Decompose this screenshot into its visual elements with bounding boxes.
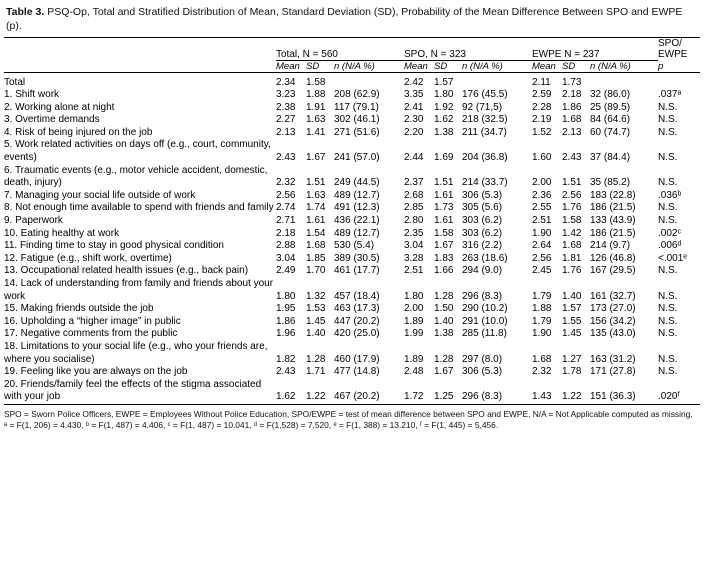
row-cell: 186 (21.5) — [590, 202, 636, 214]
row-cell: 1.67 — [434, 366, 454, 378]
row-cell: 2.36 — [532, 189, 552, 201]
row-cell: N.S. — [658, 101, 678, 113]
row-cell: 135 (43.0) — [590, 328, 636, 340]
row-cell: N.S. — [658, 126, 678, 138]
row-cell: 3.28 — [404, 252, 424, 264]
row-cell: 306 (5.3) — [462, 366, 503, 378]
col-total-mean: Mean — [276, 60, 306, 72]
row-label: 3. Overtime demands — [4, 114, 100, 126]
row-cell: 389 (30.5) — [334, 252, 380, 264]
row-cell: 2.43 — [276, 152, 296, 164]
table-row — [4, 341, 700, 366]
row-cell: 1.63 — [306, 114, 326, 126]
table-page — [0, 6, 707, 568]
row-cell: 3.23 — [276, 89, 296, 101]
row-cell: 305 (5.6) — [462, 202, 503, 214]
row-label: 5. Work related activities on days off (e.g., court, community, events) — [4, 139, 271, 164]
row-cell: 1.83 — [434, 252, 454, 264]
row-cell: <.001ᵉ — [658, 252, 688, 264]
row-cell: 1.92 — [434, 101, 454, 113]
row-cell: 303 (6.2) — [462, 227, 503, 239]
group-header-total: Total, N = 560 — [276, 38, 404, 61]
row-cell: 477 (14.8) — [334, 366, 380, 378]
col-ewpe-n: n (N/A %) — [590, 60, 658, 72]
row-cell: 2.42 — [404, 76, 424, 88]
table-row — [4, 240, 700, 253]
row-cell: 1.45 — [306, 315, 326, 327]
row-cell — [462, 72, 532, 89]
row-cell: 2.19 — [532, 114, 552, 126]
row-cell: 447 (20.2) — [334, 315, 380, 327]
row-cell: 2.18 — [276, 227, 296, 239]
row-cell: 2.64 — [532, 240, 552, 252]
row-cell: 1.58 — [434, 227, 454, 239]
row-cell: 489 (12.7) — [334, 227, 380, 239]
row-cell: 1.68 — [532, 353, 552, 365]
row-cell: 1.73 — [562, 76, 582, 88]
table-row — [4, 366, 700, 379]
row-cell: 1.54 — [306, 227, 326, 239]
row-cell: 1.28 — [306, 353, 326, 365]
table-row — [4, 303, 700, 316]
row-cell: 161 (32.7) — [590, 290, 636, 302]
table-row — [4, 328, 700, 341]
row-cell: 2.38 — [276, 101, 296, 113]
row-cell: 1.40 — [434, 315, 454, 327]
row-cell: 1.74 — [306, 202, 326, 214]
col-spo-mean: Mean — [404, 60, 434, 72]
table-row — [4, 102, 700, 115]
row-cell: 1.52 — [532, 126, 552, 138]
table-row — [4, 215, 700, 228]
row-cell: 420 (25.0) — [334, 328, 380, 340]
row-cell: 37 (84.4) — [590, 152, 631, 164]
row-cell: .037ᵃ — [658, 89, 682, 101]
row-cell: 1.51 — [562, 177, 582, 189]
row-cell: 84 (64.6) — [590, 114, 631, 126]
row-cell: 2.59 — [532, 89, 552, 101]
table-footnote: SPO = Sworn Police Officers, EWPE = Employees Without Police Education, SPO/EWPE = test of mean difference between SPO and EWPE, N/A = Not Applicable computed as missing, ᵃ = F(1, 206) = 4.430, ᵇ = F(1, 487) = 4.406, ᶜ = F(1, 487) = 10.041, ᵈ = F(1,528) = 7,520, ᵉ = F(1, 388) = 13.210, ᶠ = F(1, 445) = 5,456. — [4, 408, 693, 430]
row-cell: 3.04 — [276, 252, 296, 264]
row-cell: 1.66 — [434, 265, 454, 277]
row-cell: 2.44 — [404, 152, 424, 164]
row-cell: 1.69 — [434, 152, 454, 164]
row-cell: N.S. — [658, 215, 678, 227]
row-cell: 285 (11.8) — [462, 328, 507, 340]
row-cell: 117 (79.1) — [334, 101, 379, 113]
row-cell: 1.51 — [306, 177, 326, 189]
row-label: 8. Not enough time available to spend with friends and family — [4, 202, 274, 214]
psq-op-table — [4, 37, 700, 405]
row-cell: 35 (85.2) — [590, 177, 631, 189]
row-cell: 1.68 — [562, 114, 582, 126]
row-cell: 1.45 — [562, 328, 582, 340]
row-cell: 302 (46.1) — [334, 114, 380, 126]
row-cell: 1.89 — [404, 315, 424, 327]
row-label: 18. Limitations to your social life (e.g., who your friends are, where you socialise) — [4, 340, 268, 365]
row-cell: 291 (10.0) — [462, 315, 508, 327]
row-cell: 1.53 — [306, 303, 326, 315]
row-label: 10. Eating healthy at work — [4, 227, 120, 239]
row-cell: 1.22 — [562, 391, 582, 403]
header-subcolumn-row — [4, 60, 700, 72]
caption-text: PSQ-Op, Total and Stratified Distribution of Mean, Standard Deviation (SD), Probability of the Mean Difference Between SPO and EWPE (p). — [6, 6, 683, 32]
row-cell: 460 (17.9) — [334, 353, 380, 365]
row-cell: 1.99 — [404, 328, 424, 340]
row-cell: 1.28 — [434, 353, 454, 365]
row-cell: 2.13 — [276, 126, 296, 138]
row-cell: 2.71 — [276, 215, 296, 227]
row-cell: N.S. — [658, 202, 678, 214]
row-cell: N.S. — [658, 265, 678, 277]
row-cell — [590, 72, 658, 89]
row-cell: 1.51 — [434, 177, 454, 189]
row-cell: N.S. — [658, 152, 678, 164]
col-ewpe-mean: Mean — [532, 60, 562, 72]
row-cell: 2.27 — [276, 114, 296, 126]
col-total-sd: SD — [306, 60, 334, 72]
row-cell: 2.56 — [562, 189, 582, 201]
row-cell: 1.86 — [276, 315, 296, 327]
row-cell: 249 (44.5) — [334, 177, 380, 189]
row-cell: 1.82 — [276, 353, 296, 365]
group-header-spo-ewpe: SPO/ EWPE — [658, 38, 700, 61]
table-row — [4, 253, 700, 266]
row-cell: 1.57 — [562, 303, 582, 315]
table-row — [4, 278, 700, 303]
row-cell: 1.90 — [532, 227, 552, 239]
table-row — [4, 190, 700, 203]
row-cell: 316 (2.2) — [462, 240, 503, 252]
row-cell: 2.45 — [532, 265, 552, 277]
row-cell: 2.00 — [404, 303, 424, 315]
row-cell: 457 (18.4) — [334, 290, 380, 302]
row-cell: N.S. — [658, 114, 678, 126]
row-cell: 2.85 — [404, 202, 424, 214]
row-cell: 1.57 — [434, 76, 454, 88]
row-cell: .036ᵇ — [658, 189, 682, 201]
row-cell: 1.38 — [434, 328, 454, 340]
row-cell: 1.58 — [306, 76, 326, 88]
row-cell: 3.04 — [404, 240, 424, 252]
row-cell: 1.61 — [434, 189, 454, 201]
row-cell: 1.58 — [562, 215, 582, 227]
row-cell: 171 (27.8) — [590, 366, 636, 378]
row-cell: 32 (86.0) — [590, 89, 631, 101]
table-row — [4, 114, 700, 127]
row-cell: 1.80 — [404, 290, 424, 302]
table-row — [4, 316, 700, 329]
row-cell: 2.51 — [404, 265, 424, 277]
row-cell: 2.43 — [276, 366, 296, 378]
row-cell: 1.95 — [276, 303, 296, 315]
col-total-n: n (N/A %) — [334, 60, 404, 72]
row-cell: 1.78 — [562, 366, 582, 378]
caption-label: Table 3. — [6, 6, 45, 18]
row-cell: 2.68 — [404, 189, 424, 201]
row-cell: 294 (9.0) — [462, 265, 503, 277]
row-cell: 1.60 — [532, 152, 552, 164]
row-cell: 1.42 — [562, 227, 582, 239]
row-cell: 2.20 — [404, 126, 424, 138]
row-cell: 1.28 — [434, 290, 454, 302]
row-cell: 2.88 — [276, 240, 296, 252]
table-row — [4, 89, 700, 102]
row-cell: 1.96 — [276, 328, 296, 340]
row-cell: 530 (5.4) — [334, 240, 375, 252]
col-p: p — [658, 60, 700, 72]
row-label: 1. Shift work — [4, 89, 60, 101]
row-cell: N.S. — [658, 353, 678, 365]
row-cell: 156 (34.2) — [590, 315, 636, 327]
row-cell: 163 (31.2) — [590, 353, 636, 365]
row-cell: 2.00 — [532, 177, 552, 189]
row-cell: 1.68 — [562, 240, 582, 252]
row-cell: .002ᶜ — [658, 227, 682, 239]
group-header-spo: SPO, N = 323 — [404, 38, 532, 61]
row-label: 15. Making friends outside the job — [4, 303, 154, 315]
row-cell: 263 (18.6) — [462, 252, 508, 264]
row-label: 6. Traumatic events (e.g., motor vehicle accident, domestic, death, injury) — [4, 164, 268, 189]
table-row — [4, 379, 700, 405]
row-cell: N.S. — [658, 366, 678, 378]
col-spo-n: n (N/A %) — [462, 60, 532, 72]
col-ewpe-sd: SD — [562, 60, 590, 72]
row-cell: 1.63 — [306, 189, 326, 201]
table-row — [4, 165, 700, 190]
table-body — [4, 72, 700, 404]
row-cell: 151 (36.3) — [590, 391, 636, 403]
row-cell: 1.62 — [276, 391, 296, 403]
row-cell: 92 (71,5) — [462, 101, 503, 113]
row-cell: 2.28 — [532, 101, 552, 113]
row-cell: 60 (74.7) — [590, 126, 631, 138]
row-cell: 2.32 — [532, 366, 552, 378]
row-cell: 211 (34.7) — [462, 126, 507, 138]
row-cell: 491 (12.3) — [334, 202, 380, 214]
row-label: 9. Paperwork — [4, 215, 63, 227]
row-cell: 303 (6.2) — [462, 215, 503, 227]
row-cell: .006ᵈ — [658, 240, 682, 252]
row-cell: 214 (33.7) — [462, 177, 508, 189]
row-cell: 214 (9.7) — [590, 240, 631, 252]
row-cell: 2.80 — [404, 215, 424, 227]
row-cell: 2.35 — [404, 227, 424, 239]
row-cell: 25 (89.5) — [590, 101, 631, 113]
row-cell: 1.43 — [532, 391, 552, 403]
row-cell: 2.43 — [562, 152, 582, 164]
row-cell: 461 (17.7) — [334, 265, 380, 277]
row-cell: 2.18 — [562, 89, 582, 101]
table-row — [4, 265, 700, 278]
row-cell: 1.67 — [306, 152, 326, 164]
row-cell: 208 (62.9) — [334, 89, 380, 101]
row-cell: 1.22 — [306, 391, 326, 403]
row-cell: 2.37 — [404, 177, 424, 189]
row-cell: 2.55 — [532, 202, 552, 214]
row-cell: 1.72 — [404, 391, 424, 403]
row-cell: 463 (17.3) — [334, 303, 380, 315]
row-cell: 2.41 — [404, 101, 424, 113]
row-cell: 133 (43.9) — [590, 215, 636, 227]
row-cell: 183 (22.8) — [590, 189, 636, 201]
row-cell: 2.51 — [532, 215, 552, 227]
table-bottom-rule — [4, 404, 700, 405]
row-cell: 1.85 — [306, 252, 326, 264]
row-cell: 1.70 — [306, 265, 326, 277]
row-cell: 436 (22.1) — [334, 215, 380, 227]
row-cell: 186 (21.5) — [590, 227, 636, 239]
row-cell: N.S. — [658, 328, 678, 340]
row-cell: .020ᶠ — [658, 391, 680, 403]
row-cell: N.S. — [658, 177, 678, 189]
row-cell: 271 (51.6) — [334, 126, 380, 138]
col-spo-sd: SD — [434, 60, 462, 72]
row-cell: 489 (12.7) — [334, 189, 380, 201]
row-cell: 1.62 — [434, 114, 454, 126]
row-cell: 1.40 — [306, 328, 326, 340]
row-label: 4. Risk of being injured on the job — [4, 126, 153, 138]
row-cell: 2.48 — [404, 366, 424, 378]
header-group-row — [4, 38, 700, 61]
row-label: 14. Lack of understanding from family and friends about your work — [4, 278, 274, 302]
row-cell: 1.61 — [306, 215, 326, 227]
row-cell: 1.76 — [562, 265, 582, 277]
row-cell — [334, 72, 404, 89]
row-cell: 1.32 — [306, 290, 326, 302]
row-cell: 1.38 — [434, 126, 454, 138]
row-cell: 1.80 — [276, 290, 296, 302]
row-cell: 1.79 — [532, 290, 552, 302]
row-cell: 176 (45.5) — [462, 89, 508, 101]
row-cell: N.S. — [658, 315, 678, 327]
row-cell: 1.71 — [306, 366, 326, 378]
row-label: 7. Managing your social life outside of work — [4, 189, 196, 201]
row-cell: 204 (36.8) — [462, 152, 508, 164]
row-label: 11. Finding time to stay in good physical condition — [4, 240, 224, 252]
row-cell: 306 (5.3) — [462, 189, 503, 201]
row-cell: 1.27 — [562, 353, 582, 365]
table-row — [4, 139, 700, 164]
row-cell: 1.91 — [306, 101, 326, 113]
row-cell: 2.56 — [276, 189, 296, 201]
row-cell: 1.80 — [434, 89, 454, 101]
row-cell: N.S. — [658, 303, 678, 315]
row-cell: 1.41 — [306, 126, 326, 138]
row-cell: 167 (29.5) — [590, 265, 636, 277]
row-label: 2. Working alone at night — [4, 101, 115, 113]
table-row — [4, 202, 700, 215]
row-cell: 1.89 — [404, 353, 424, 365]
row-label: 17. Negative comments from the public — [4, 328, 178, 340]
row-cell: 218 (32.5) — [462, 114, 508, 126]
row-cell: 1.68 — [306, 240, 326, 252]
row-label: 12. Fatigue (e.g., shift work, overtime) — [4, 252, 172, 264]
row-cell: N.S. — [658, 290, 678, 302]
row-cell: 1.86 — [562, 101, 582, 113]
row-cell: 2.13 — [562, 126, 582, 138]
row-cell: 1.88 — [532, 303, 552, 315]
row-cell: 290 (10.2) — [462, 303, 508, 315]
row-cell: 296 (8.3) — [462, 391, 503, 403]
row-cell: 467 (20.2) — [334, 391, 380, 403]
row-label: 16. Upholding a “higher image” in public — [4, 315, 181, 327]
row-cell: 1.90 — [532, 328, 552, 340]
row-label: 13. Occupational related health issues (e.g., back pain) — [4, 265, 249, 277]
row-cell: 1.61 — [434, 215, 454, 227]
row-cell: 3.35 — [404, 89, 424, 101]
row-cell: 1.88 — [306, 89, 326, 101]
row-cell: 297 (8.0) — [462, 353, 503, 365]
row-cell: 2.56 — [532, 252, 552, 264]
row-label: Total — [4, 76, 26, 88]
table-row — [4, 72, 700, 89]
row-label: 20. Friends/family feel the effects of the stigma associated with your job — [4, 378, 262, 403]
table-row — [4, 228, 700, 241]
row-cell: 296 (8.3) — [462, 290, 503, 302]
row-cell: 2.34 — [276, 76, 296, 88]
row-cell: 2.49 — [276, 265, 296, 277]
row-cell: 1.50 — [434, 303, 454, 315]
row-cell: 2.30 — [404, 114, 424, 126]
row-cell: 2.11 — [532, 76, 551, 88]
row-cell: 1.40 — [562, 290, 582, 302]
row-cell: 1.79 — [532, 315, 552, 327]
row-cell — [658, 72, 700, 89]
row-cell: 126 (46.8) — [590, 252, 636, 264]
row-cell: 1.81 — [562, 252, 582, 264]
row-cell: 241 (57.0) — [334, 152, 380, 164]
row-cell: 1.25 — [434, 391, 454, 403]
row-cell: 1.76 — [562, 202, 582, 214]
row-cell: 1.55 — [562, 315, 582, 327]
row-cell: 2.74 — [276, 202, 296, 214]
table-row — [4, 127, 700, 140]
row-cell: 173 (27.0) — [590, 303, 636, 315]
row-cell: 1.73 — [434, 202, 454, 214]
row-cell: 2.32 — [276, 177, 296, 189]
row-cell: 1.67 — [434, 240, 454, 252]
group-header-ewpe: EWPE N = 237 — [532, 38, 658, 61]
table-caption — [6, 6, 696, 33]
row-label: 19. Feeling like you are always on the job — [4, 366, 188, 378]
